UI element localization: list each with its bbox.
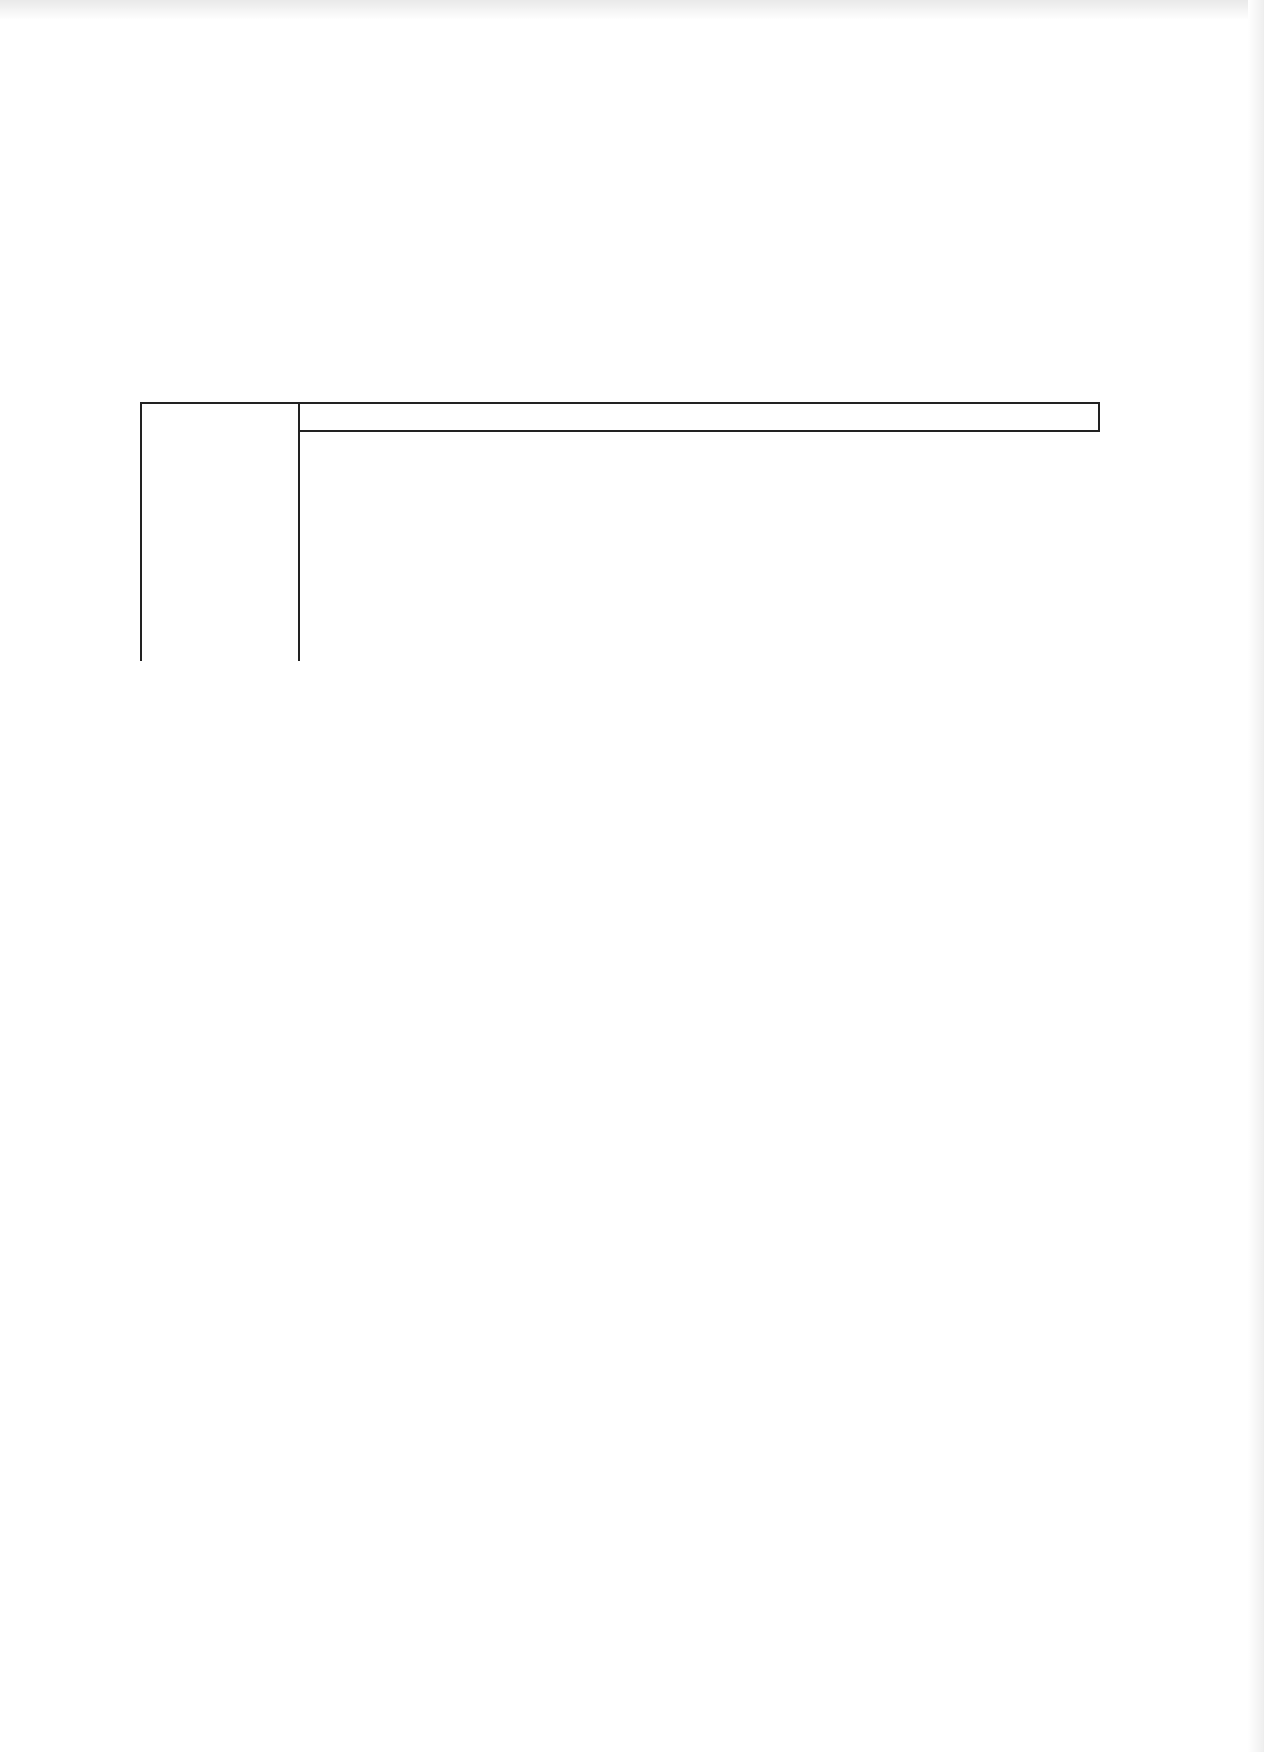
scan-right-edge (1248, 0, 1264, 1752)
column-header-a (141, 403, 299, 661)
scan-top-edge (0, 0, 1264, 20)
group-header (299, 403, 1099, 431)
table-2 (140, 402, 1100, 691)
